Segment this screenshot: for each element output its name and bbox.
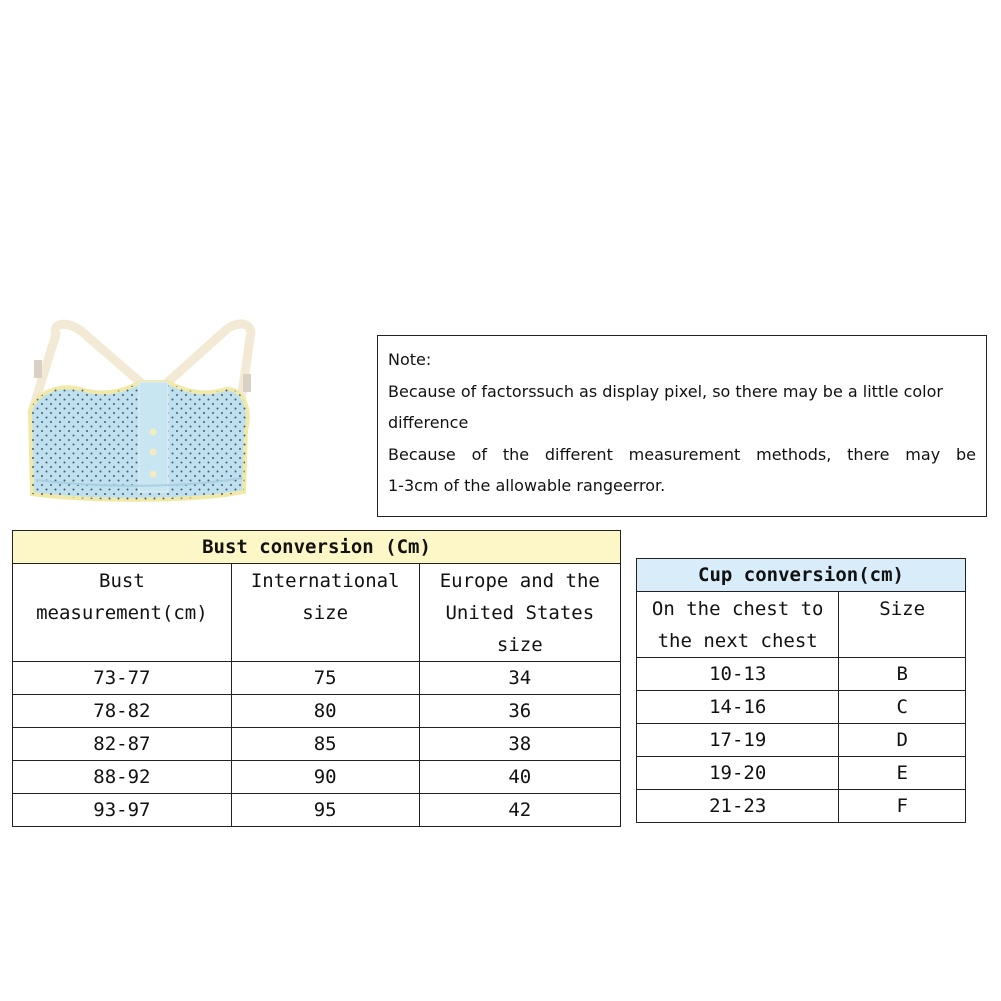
- note-line-2: difference: [388, 413, 469, 432]
- note-line-4: 1-3cm of the allowable rangeerror.: [388, 476, 666, 495]
- note-line-3: Because of the different measurement methods, there may be: [388, 444, 976, 464]
- note-title: Note:: [388, 350, 432, 369]
- bust-col-header-international: International size: [231, 564, 419, 662]
- nursing-bra-product-image: [22, 312, 262, 512]
- table-row: [13, 794, 621, 827]
- bust-table-header-row: [13, 564, 621, 662]
- eu-us-cell: 38: [419, 728, 620, 761]
- cup-size-cell: B: [839, 658, 966, 691]
- chest-diff-cell: 17-19: [637, 724, 839, 757]
- chest-diff-cell: 21-23: [637, 790, 839, 823]
- table-row: [13, 728, 621, 761]
- chest-diff-cell: 10-13: [637, 658, 839, 691]
- chest-diff-cell: 19-20: [637, 757, 839, 790]
- bust-cell: 73-77: [13, 662, 232, 695]
- table-row: [637, 691, 966, 724]
- cup-size-cell: F: [839, 790, 966, 823]
- bust-cell: 93-97: [13, 794, 232, 827]
- international-cell: 85: [231, 728, 419, 761]
- cup-col-header-size: Size: [839, 592, 966, 658]
- bust-conversion-table: [12, 530, 621, 827]
- bust-cell: 78-82: [13, 695, 232, 728]
- cup-size-cell: D: [839, 724, 966, 757]
- table-row: [13, 695, 621, 728]
- eu-us-cell: 34: [419, 662, 620, 695]
- international-cell: 90: [231, 761, 419, 794]
- note-line-1: Because of factorssuch as display pixel, so there may be a little color: [388, 381, 943, 401]
- bust-cell: 82-87: [13, 728, 232, 761]
- note-box: [377, 335, 987, 517]
- table-row: [637, 790, 966, 823]
- table-row: [13, 761, 621, 794]
- eu-us-cell: 36: [419, 695, 620, 728]
- chest-diff-cell: 14-16: [637, 691, 839, 724]
- international-cell: 80: [231, 695, 419, 728]
- cup-size-cell: C: [839, 691, 966, 724]
- cup-conversion-table: [636, 558, 966, 823]
- bust-col-header-measurement: Bust measurement(cm): [13, 564, 232, 662]
- cup-table-title: Cup conversion(cm): [637, 559, 966, 592]
- table-row: [637, 724, 966, 757]
- eu-us-cell: 42: [419, 794, 620, 827]
- bust-table-title: Bust conversion (Cm): [13, 531, 621, 564]
- table-row: [13, 662, 621, 695]
- cup-col-header-chest: On the chest to the next chest: [637, 592, 839, 658]
- eu-us-cell: 40: [419, 761, 620, 794]
- bust-cell: 88-92: [13, 761, 232, 794]
- bust-col-header-eu-us: Europe and the United States size: [419, 564, 620, 662]
- international-cell: 75: [231, 662, 419, 695]
- international-cell: 95: [231, 794, 419, 827]
- cup-table-header-row: [637, 592, 966, 658]
- table-row: [637, 757, 966, 790]
- cup-size-cell: E: [839, 757, 966, 790]
- table-row: [637, 658, 966, 691]
